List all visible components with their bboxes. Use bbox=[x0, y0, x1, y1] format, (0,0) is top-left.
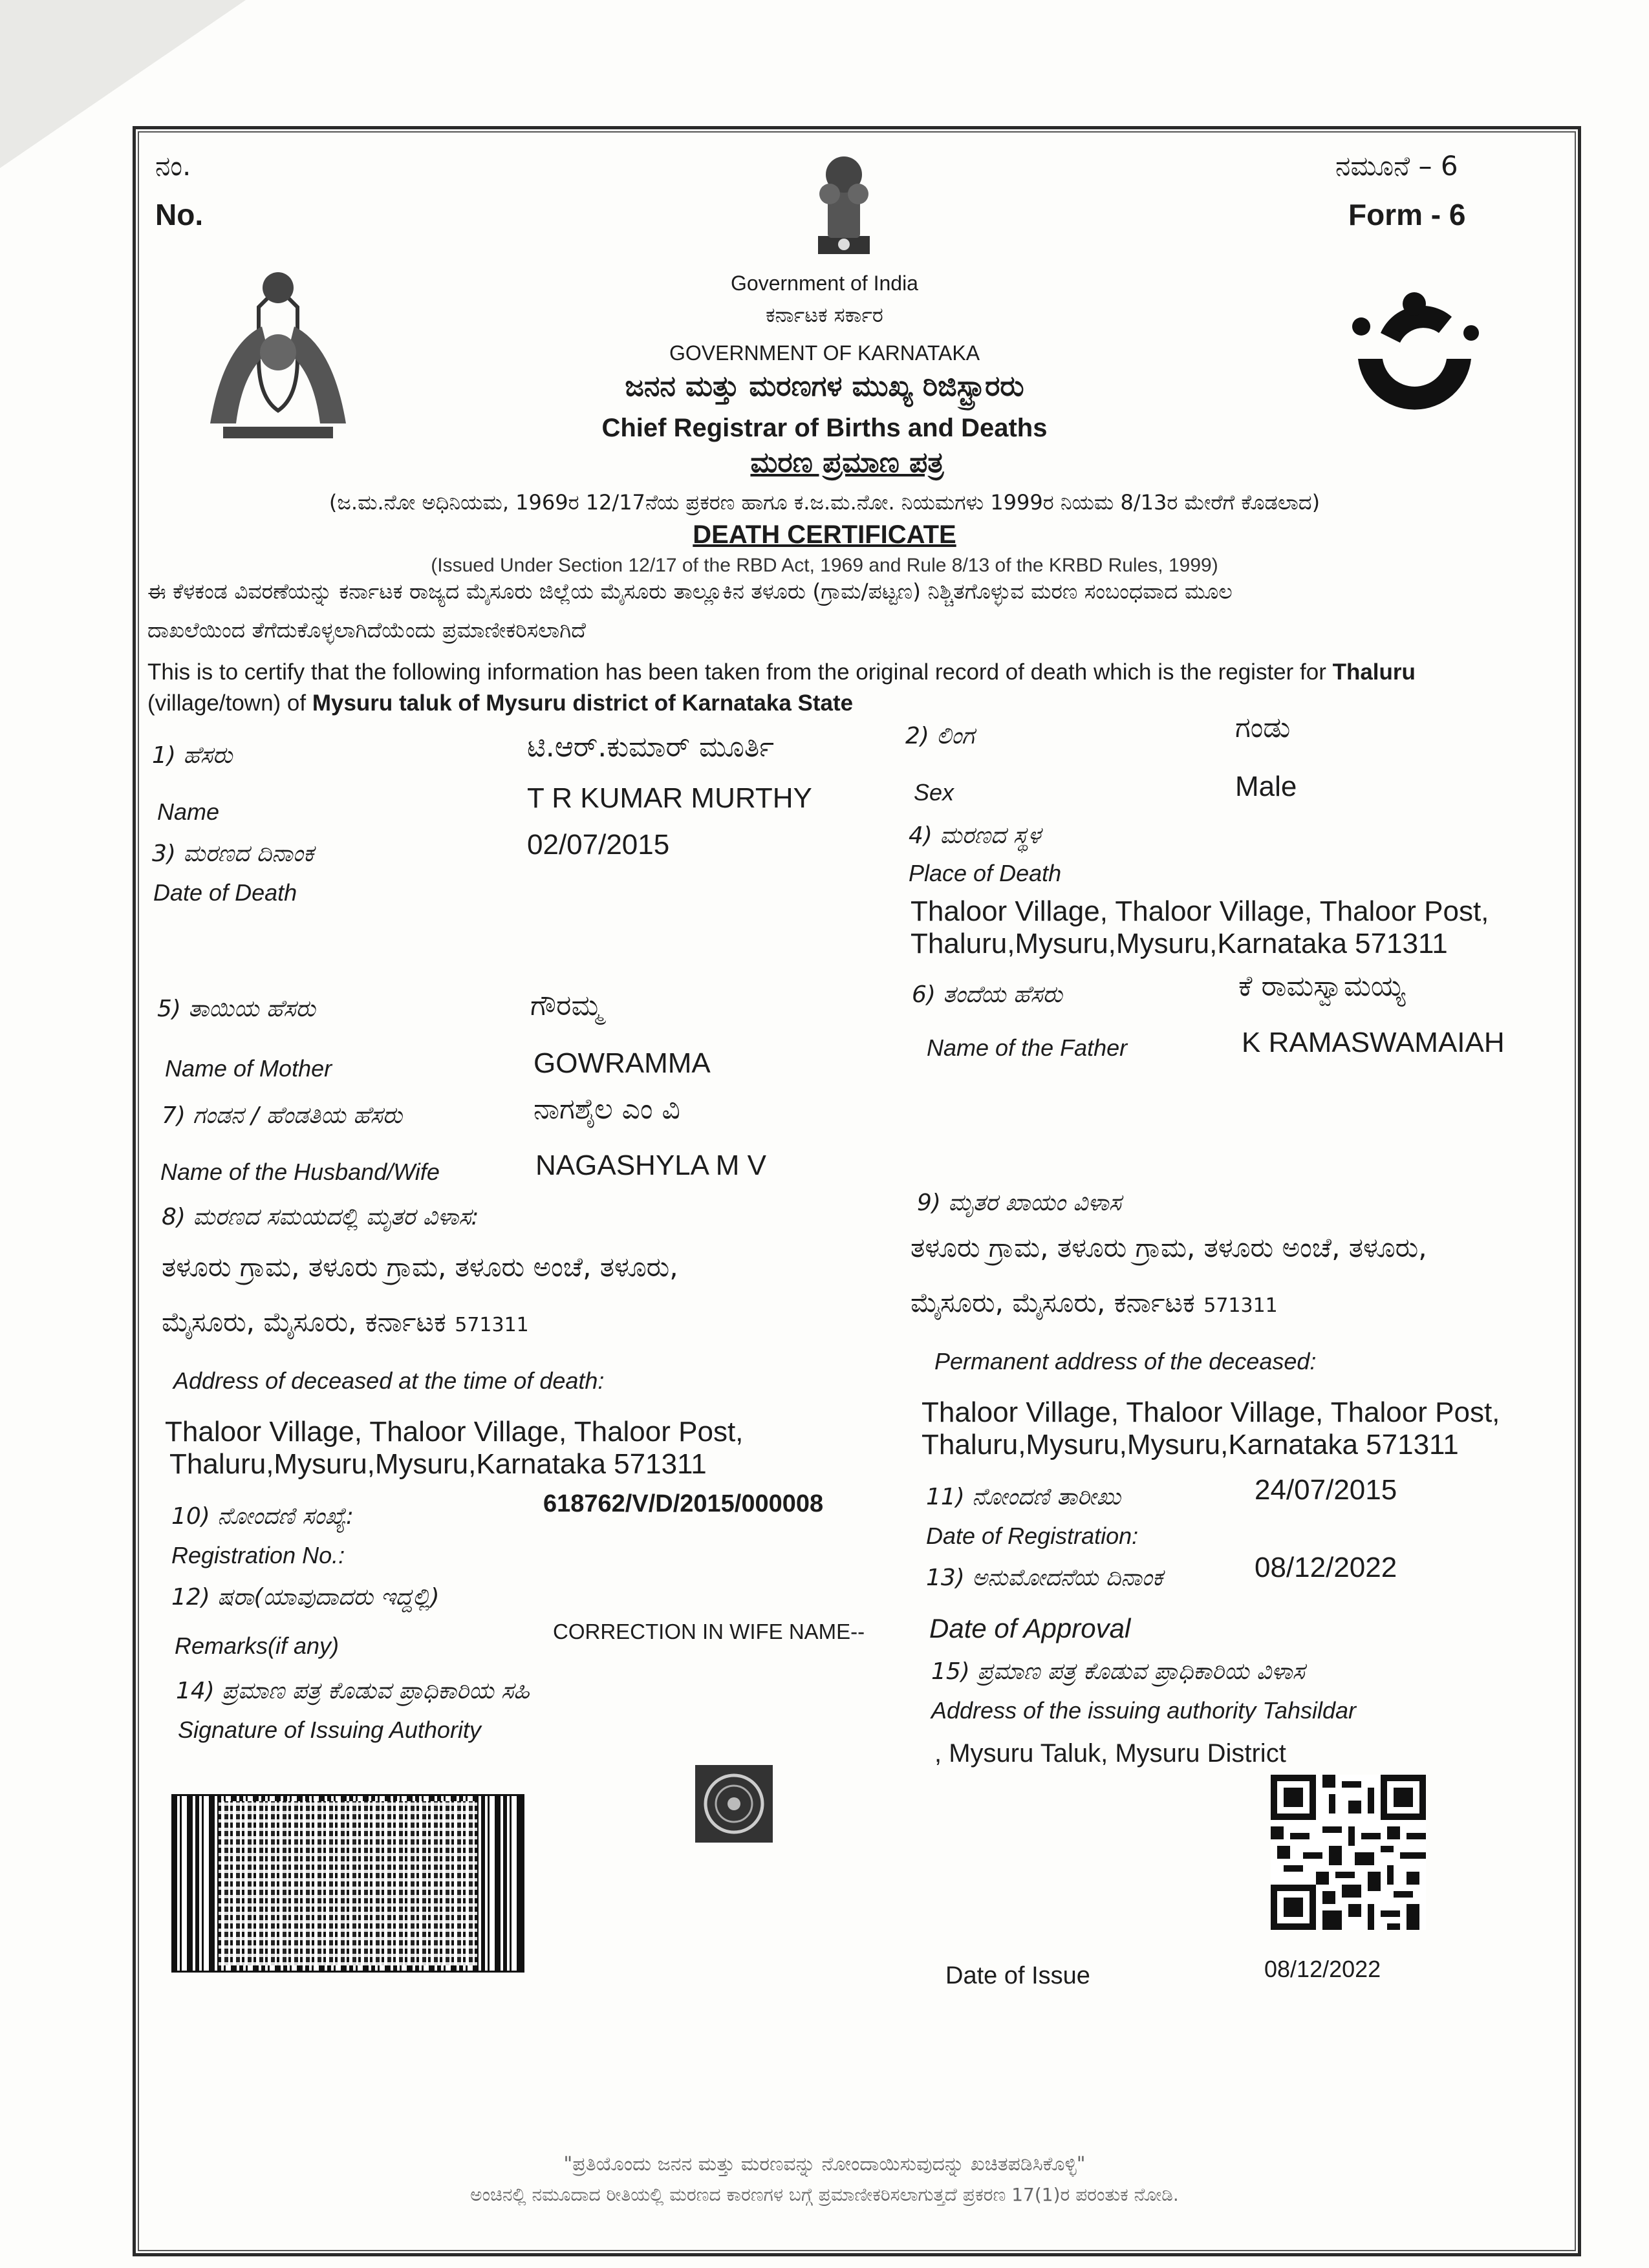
regno-kn-label: 10) ನೋಂದಣಿ ಸಂಖ್ಯೆ: bbox=[171, 1503, 354, 1530]
footer-line2: ಅಂಚಿನಲ್ಲಿ ನಮೂದಾದ ರೀತಿಯಲ್ಲಿ ಮರಣದ ಕಾರಣಗಳ ಬಗ್ಗೆ ಪ್ರಮಾಣೀಕರಿಸಲಾಗುತ್ತದೆ ಪ್ರಕರಣ 17(1)ರ ಪರಂತುಕ ನೋಡಿ. bbox=[470, 2184, 1179, 2205]
mother-kn-label: 5) ತಾಯಿಯ ಹೆಸರು bbox=[157, 996, 316, 1022]
spouse-kn-label: 7) ಗಂಡನ / ಹೆಂಡತಿಯ ಹೆಸರು bbox=[162, 1102, 403, 1129]
address-kn-line2 bbox=[162, 1306, 529, 1338]
registrar-kn: ಜನನ ಮತ್ತು ಮರಣಗಳ ಮುಖ್ಯ ರಿಜಿಸ್ಟ್ರಾರರು bbox=[625, 370, 1024, 403]
pod-label: Place of Death bbox=[909, 860, 1062, 886]
qr-code-icon bbox=[1271, 1775, 1426, 1930]
regdate-kn-label: 11) ನೋಂದಣಿ ತಾರೀಖು bbox=[926, 1484, 1121, 1510]
perm-address-kn-text: ಮೈಸೂರು, ಮೈಸೂರು, ಕರ್ನಾಟಕ bbox=[911, 1287, 1195, 1318]
remarks-kn-label: 12) ಷರಾ(ಯಾವುದಾದರು ಇದ್ದಲ್ಲಿ) bbox=[171, 1584, 440, 1610]
regdate-value: 24/07/2015 bbox=[1255, 1474, 1397, 1506]
father-label: Name of the Father bbox=[927, 1034, 1128, 1061]
sex-kn-value: ಗಂಡು bbox=[1235, 711, 1291, 744]
address-kn-pin: 571311 bbox=[455, 1314, 529, 1336]
address-value-line2: Thaluru,Mysuru,Mysuru,Karnataka 571311 bbox=[169, 1448, 707, 1480]
name-value: T R KUMAR MURTHY bbox=[527, 782, 812, 814]
dod-value: 02/07/2015 bbox=[527, 829, 670, 861]
mother-kn-value: ಗೌರಮ್ಮ bbox=[530, 989, 603, 1022]
name-kn-value: ಟಿ.ಆರ್.ಕುಮಾರ್ ಮೂರ್ತಿ bbox=[527, 731, 774, 764]
dod-label: Date of Death bbox=[153, 879, 297, 906]
form-label: Form - 6 bbox=[1348, 198, 1466, 231]
address-kn-text: ಮೈಸೂರು, ಮೈಸೂರು, ಕರ್ನಾಟಕ bbox=[162, 1306, 446, 1338]
spouse-value: NAGASHYLA M V bbox=[535, 1150, 767, 1181]
karnataka-emblem-icon bbox=[184, 262, 372, 449]
issued-under: (Issued Under Section 12/17 of the RBD Act, 1969 and Rule 8/13 of the KRBD Rules, 1999) bbox=[431, 555, 1218, 576]
spouse-kn-value: ನಾಗಶೈಲ ಎಂ ವಿ bbox=[534, 1093, 680, 1126]
regno-value: 618762/V/D/2015/000008 bbox=[543, 1490, 824, 1517]
father-kn-label: 6) ತಂದೆಯ ಹೆಸರು bbox=[912, 981, 1062, 1008]
perm-address-value-line1: Thaloor Village, Thaloor Village, Thaloor Post, bbox=[921, 1396, 1500, 1428]
issue-date-value: 08/12/2022 bbox=[1264, 1956, 1381, 1982]
address-kn-line1: ತಳೂರು ಗ್ರಾಮ, ತಳೂರು ಗ್ರಾಮ, ತಳೂರು ಅಂಚೆ, ತಳೂರು, bbox=[162, 1251, 678, 1283]
remarks-value: CORRECTION IN WIFE NAME-- bbox=[553, 1620, 865, 1643]
footer-line1: "ಪ್ರತಿಯೊಂದು ಜನನ ಮತ್ತು ಮರಣವನ್ನು ನೋಂದಾಯಿಸುವುದನ್ನು ಖಚಿತಪಡಿಸಿಕೊಳ್ಳಿ" bbox=[563, 2153, 1086, 2176]
certificate-title: DEATH CERTIFICATE bbox=[693, 520, 956, 549]
authority-address-label: Address of the issuing authority Tahsildar bbox=[931, 1697, 1357, 1724]
ashoka-emblem-icon bbox=[805, 149, 883, 262]
perm-address-kn-line2 bbox=[911, 1287, 1278, 1319]
intro-en-line1 bbox=[147, 659, 1416, 685]
perm-address-value-line2: Thaluru,Mysuru,Mysuru,Karnataka 571311 bbox=[921, 1429, 1459, 1460]
perm-address-kn-pin: 571311 bbox=[1203, 1294, 1278, 1317]
jurisdiction: Mysuru taluk of Mysuru district of Karnataka State bbox=[312, 690, 854, 716]
crs-logo-icon bbox=[1342, 288, 1487, 417]
regno-label: Registration No.: bbox=[171, 1542, 345, 1568]
mother-label: Name of Mother bbox=[165, 1055, 332, 1082]
certificate-title-kn: ಮರಣ ಪ್ರಮಾಣ ಪತ್ರ bbox=[750, 446, 944, 479]
sex-kn-label: 2) ಲಿಂಗ bbox=[905, 723, 975, 749]
barcode-icon bbox=[171, 1794, 524, 1973]
form-label-kn: ನಮೂನೆ – 6 bbox=[1335, 150, 1458, 182]
remarks-label: Remarks(if any) bbox=[175, 1632, 339, 1659]
registrar-en: Chief Registrar of Births and Deaths bbox=[601, 414, 1048, 442]
approval-value: 08/12/2022 bbox=[1255, 1552, 1397, 1583]
address-label: Address of deceased at the time of death: bbox=[173, 1367, 605, 1394]
issued-under-kn: (ಜ.ಮ.ನೋ ಅಧಿನಿಯಮ, 1969ರ 12/17ನೆಯ ಪ್ರಕರಣ ಹಾಗೂ ಕ.ಜ.ಮ.ನೋ. ನಿಯಮಗಳು 1999ರ ನಿಯಮ 8/13ರ ಮೇರೆಗೆ ಕೊಡಲಾದ) bbox=[329, 490, 1320, 515]
address-value-line1: Thaloor Village, Thaloor Village, Thaloor Post, bbox=[165, 1416, 744, 1448]
pod-kn-label: 4) ಮರಣದ ಸ್ಥಳ bbox=[909, 822, 1041, 849]
regdate-label: Date of Registration: bbox=[926, 1523, 1139, 1549]
approval-kn-label: 13) ಅನುಮೋದನೆಯ ದಿನಾಂಕ bbox=[926, 1565, 1163, 1591]
number-label: No. bbox=[155, 198, 204, 231]
intro-en-line2 bbox=[147, 690, 853, 716]
dod-kn-label: 3) ಮರಣದ ದಿನಾಂಕ bbox=[152, 840, 314, 867]
pod-value-line1: Thaloor Village, Thaloor Village, Thaloor Post, bbox=[911, 895, 1489, 927]
authority-address-kn-label: 15) ಪ್ರಮಾಣ ಪತ್ರ ಕೊಡುವ ಪ್ರಾಧಿಕಾರಿಯ ವಿಳಾಸ bbox=[931, 1658, 1305, 1685]
official-seal-icon bbox=[695, 1765, 773, 1843]
address-kn-label: 8) ಮರಣದ ಸಮಯದಲ್ಲಿ ಮೃತರ ವಿಳಾಸ: bbox=[162, 1204, 479, 1230]
sex-label: Sex bbox=[914, 779, 954, 806]
name-label: Name bbox=[157, 798, 220, 825]
perm-address-kn-line1: ತಳೂರು ಗ್ರಾಮ, ತಳೂರು ಗ್ರಾಮ, ತಳೂರು ಅಂಚೆ, ತಳೂರು, bbox=[911, 1232, 1427, 1263]
approval-label: Date of Approval bbox=[929, 1613, 1131, 1643]
intro-en-text-2: (village/town) of bbox=[147, 690, 312, 716]
father-value: K RAMASWAMAIAH bbox=[1242, 1027, 1505, 1058]
intro-en-text: This is to certify that the following information has been taken from the original record of death which is the register for bbox=[147, 659, 1333, 685]
pod-value-line2: Thaluru,Mysuru,Mysuru,Karnataka 571311 bbox=[911, 928, 1448, 959]
intro-kn-line2: ದಾಖಲೆಯಿಂದ ತೆಗೆದುಕೊಳ್ಳಲಾಗಿದೆಯೆಂದು ಪ್ರಮಾಣೀಕರಿಸಲಾಗಿದೆ bbox=[147, 617, 586, 643]
perm-address-label: Permanent address of the deceased: bbox=[934, 1348, 1317, 1375]
gov-india: Government of India bbox=[731, 272, 918, 295]
register-place: Thaluru bbox=[1332, 659, 1416, 685]
intro-kn-line1: ಈ ಕೆಳಕಂಡ ವಿವರಣೆಯನ್ನು ಕರ್ನಾಟಕ ರಾಜ್ಯದ ಮೈಸೂರು ಜಿಲ್ಲೆಯ ಮೈಸೂರು ತಾಲ್ಲೂಕಿನ ತಳೂರು (ಗ್ರಾಮ/ಪಟ್ಟಣ) ನಿಶ್ಚಿತಗೊಳ್ಳುವ ಮರಣ ಸಂಬಂಧವಾದ ಮೂಲ bbox=[147, 579, 1233, 604]
gov-karnataka-kn: ಕರ್ನಾಟಕ ಸರ್ಕಾರ bbox=[766, 303, 883, 327]
name-kn-label: 1) ಹೆಸರು bbox=[152, 742, 233, 769]
gov-karnataka: GOVERNMENT OF KARNATAKA bbox=[669, 341, 980, 365]
mother-value: GOWRAMMA bbox=[534, 1047, 711, 1079]
father-kn-value: ಕೆ ರಾಮಸ್ವಾಮಯ್ಯ bbox=[1238, 970, 1406, 1003]
signature-kn-label: 14) ಪ್ರಮಾಣ ಪತ್ರ ಕೊಡುವ ಪ್ರಾಧಿಕಾರಿಯ ಸಹಿ bbox=[176, 1678, 530, 1704]
perm-address-kn-label: 9) ಮೃತರ ಖಾಯಂ ವಿಳಾಸ bbox=[917, 1190, 1121, 1216]
number-label-kn: ನಂ. bbox=[155, 150, 191, 182]
issue-date-label: Date of Issue bbox=[945, 1962, 1090, 1989]
authority-address-value: , Mysuru Taluk, Mysuru District bbox=[934, 1739, 1286, 1768]
signature-label: Signature of Issuing Authority bbox=[178, 1717, 481, 1743]
spouse-label: Name of the Husband/Wife bbox=[160, 1159, 440, 1185]
sex-value: Male bbox=[1235, 771, 1297, 802]
